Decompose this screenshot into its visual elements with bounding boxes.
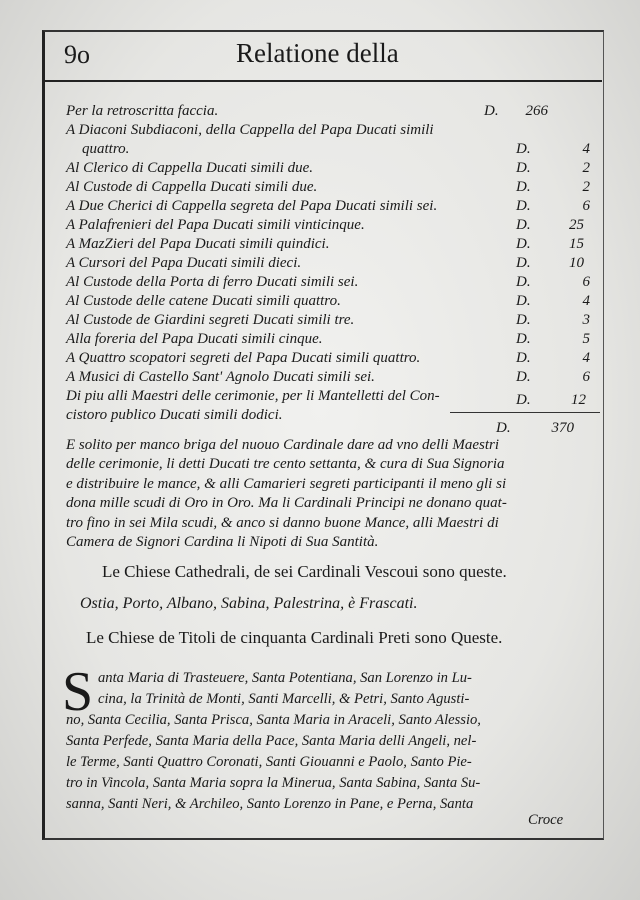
ledger-row-amount: 4	[582, 293, 590, 309]
ledger-row-text: Al Clerico di Cappella Ducati simili due.	[66, 160, 314, 176]
ledger-row-text: A Palafrenieri del Papa Ducati simili vinticinque.	[66, 217, 365, 233]
total-unit: D.	[496, 420, 511, 436]
ledger-row-text: A Due Cherici di Cappella segreta del Papa Ducati simili sei.	[66, 198, 438, 214]
ledger-row-amount: 6	[582, 274, 590, 290]
ledger-row-text: A Diaconi Subdiaconi, della Cappella del Papa Ducati simili	[66, 122, 434, 138]
ledger-row-unit: D.	[516, 179, 531, 195]
church-line: no, Santa Cecilia, Santa Prisca, Santa Maria in Araceli, Santo Alessio,	[66, 712, 481, 728]
ledger-row-unit: D.	[516, 160, 531, 176]
ledger-row-text: A Musici di Castello Sant' Agnolo Ducati simili sei.	[66, 369, 375, 385]
explanatory-paragraph	[66, 436, 588, 552]
paragraph-line: Camera de Signori Cardina li Nipoti di Sua Santità.	[66, 534, 379, 551]
heading-titular-churches: Le Chiese de Titoli de cinquanta Cardinali Preti sono Queste.	[86, 628, 503, 647]
paragraph-line: tro fino in sei Mila scudi, & anco si danno buone Mance, alli Maestri di	[66, 514, 499, 531]
running-title: Relatione della	[236, 38, 399, 68]
ledger-row-amount: 6	[582, 198, 590, 214]
ledger-row-unit: D.	[516, 312, 531, 328]
ledger-row-amount: 10	[569, 255, 584, 271]
church-line: cina, la Trinità de Monti, Santi Marcelli, & Petri, Santo Agusti-	[98, 691, 470, 707]
ledger-row-unit: D.	[516, 141, 531, 157]
ledger-row-unit: D.	[516, 236, 531, 252]
ledger-row-amount: 4	[582, 350, 590, 366]
ledger-row-text: Al Custode de Giardini segreti Ducati simili tre.	[66, 312, 355, 328]
carried-entry-amount: 266	[525, 103, 548, 119]
ledger-row-unit: D.	[516, 255, 531, 271]
ledger-row-text: Al Custode di Cappella Ducati simili due.	[66, 179, 318, 195]
ledger-row-amount: 12	[571, 392, 586, 408]
church-line: Santa Perfede, Santa Maria della Pace, Santa Maria delli Angeli, nel-	[66, 733, 477, 749]
paragraph-line: delle cerimonie, li detti Ducati tre cento settanta, & cura di Sua Signoria	[66, 456, 505, 473]
ledger-row-unit: D.	[516, 217, 531, 233]
ledger-row-amount: 4	[582, 141, 590, 157]
ledger-row-text: cistoro publico Ducati simili dodici.	[66, 407, 283, 423]
ledger-row-amount: 2	[582, 179, 590, 195]
carried-entry-text: Per la retroscritta faccia.	[66, 103, 219, 119]
carried-entry-unit: D.	[484, 103, 499, 119]
ledger-row-amount: 5	[582, 331, 590, 347]
church-line: sanna, Santi Neri, & Archileo, Santo Lorenzo in Pane, e Perna, Santa	[66, 796, 474, 812]
church-line: anta Maria di Trasteuere, Santa Potentiana, San Lorenzo in Lu-	[98, 670, 472, 686]
ledger-row-text: A Cursori del Papa Ducati simili dieci.	[66, 255, 302, 271]
ledger-row-unit: D.	[516, 392, 531, 408]
church-line: tro in Vincola, Santa Maria sopra la Mineruа, Santa Sabina, Santa Su-	[66, 775, 481, 791]
ledger-row-unit: D.	[516, 274, 531, 290]
ledger-row-unit: D.	[516, 350, 531, 366]
ledger-row-unit: D.	[516, 369, 531, 385]
page-number: 9o	[64, 40, 90, 69]
ledger-row-unit: D.	[516, 198, 531, 214]
catchword: Croce	[528, 812, 564, 828]
ledger-row-amount: 6	[582, 369, 590, 385]
ledger-row-amount: 3	[582, 312, 590, 328]
bishop-sees-list: Ostia, Porto, Albano, Sabina, Palestrina, è Frascati.	[80, 595, 418, 612]
churches-list	[66, 668, 590, 815]
ledger-row-amount: 25	[569, 217, 584, 233]
ledger-row-unit: D.	[516, 331, 531, 347]
ledger-row-text: A Quattro scopatori segreti del Papa Ducati simili quattro.	[66, 350, 421, 366]
ledger-row-text: A MazZieri del Papa Ducati simili quindici.	[66, 236, 330, 252]
paragraph-line: e distribuire le mance, & alli Camarieri segreti participanti il meno gli si	[66, 475, 507, 492]
ledger-row-unit: D.	[516, 293, 531, 309]
ledger-row-text: quattro.	[82, 141, 130, 157]
heading-bishop-sees: Le Chiese Cathedrali, de sei Cardinali Vescoui sono queste.	[102, 562, 507, 581]
church-line: le Terme, Santi Quattro Coronati, Santi Giouanni e Paolo, Santo Pie-	[66, 754, 472, 770]
drop-cap: S	[62, 661, 94, 723]
ledger-row-amount: 15	[569, 236, 584, 252]
ledger-row-text: Di piu alli Maestri delle cerimonie, per li Mantelletti del Con-	[66, 388, 440, 404]
paragraph-line: dona mille scudi di Oro in Oro. Ma li Cardinali Principi ne donano quat-	[66, 495, 507, 512]
header-rule	[42, 80, 602, 82]
total-rule	[450, 412, 600, 413]
ledger-row-text: Alla foreria del Papa Ducati simili cinque.	[66, 331, 323, 347]
ledger-row-amount: 2	[582, 160, 590, 176]
paragraph-line: E solito per manco briga del nuouo Cardinale dare ad vno delli Maestri	[66, 437, 500, 453]
ledger-row-text: Al Custode delle catene Ducati simili quattro.	[66, 293, 341, 309]
total-amount: 370	[551, 420, 574, 436]
ledger-row-text: Al Custode della Porta di ferro Ducati simili sei.	[66, 274, 359, 290]
